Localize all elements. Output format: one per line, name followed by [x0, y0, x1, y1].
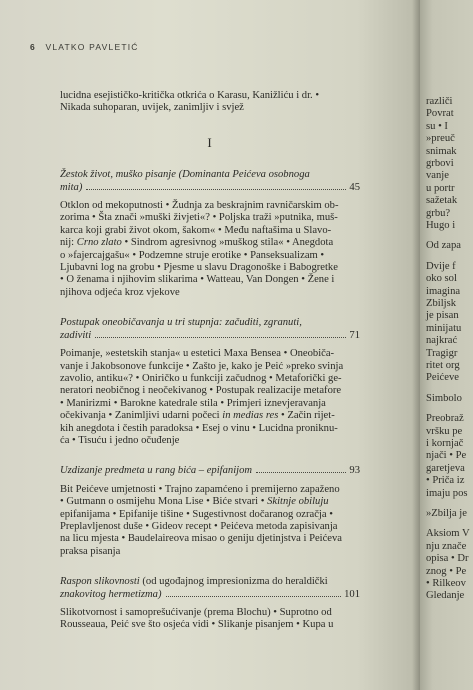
toc-content	[60, 90, 360, 646]
right-page-line: Tragigr	[426, 347, 458, 359]
body-line: Preplavljenost duše • Gideov recept • Peićeva metoda zapisivanja	[60, 520, 338, 532]
right-page-line: garetjeva	[426, 462, 465, 474]
entry-body	[60, 200, 360, 299]
section-numeral: I	[207, 134, 213, 150]
right-page-line: grbovi	[426, 158, 454, 169]
entry-title-line: Žestok život, muško pisanje (Dominanta Peićeva osobnoga	[60, 169, 310, 181]
body-line: vanje i Jakobsonove funkcije • Zašto je, kako je Peić »preko svinja	[60, 360, 344, 372]
right-page-line: »Zbilja je	[426, 508, 467, 519]
leader-dots	[95, 336, 346, 338]
right-page-line: Hugo i	[426, 220, 456, 231]
entry-title-line: Raspon slikovnosti (od ugođajnog impresionizma do heraldički	[60, 576, 328, 588]
right-page-line: Gledanje	[426, 590, 465, 602]
entry-title	[60, 572, 360, 601]
body-line: Rousseaua, Peić sve što osjeća vidi • Slikanje pisanjem • Kupa u	[60, 619, 334, 631]
right-page-line: Preobraž	[426, 413, 464, 425]
right-page-line: Zbiljsk	[426, 298, 457, 309]
body-line: zavolio, antiku«? • Oniričko u funkciji začudnog • Metaforički ge-	[60, 372, 342, 384]
body-line: njihova odjeća kroz vjekove	[60, 286, 180, 298]
body-line: o »fajercajgašu« • Podzemne struje erotike • Panseksualizam •	[60, 249, 325, 261]
toc-entry	[60, 572, 360, 632]
right-page-line: Aksiom V	[426, 528, 470, 540]
page-number: 6	[30, 42, 36, 52]
right-page-line: imagina	[426, 285, 461, 297]
body-line: Ljubavni log na grobu • Pjesme u slavu Dragonoške i Babogretke	[60, 262, 338, 274]
intro-line: Nikada suhoparan, uvijek, zanimljiv i svjež	[60, 102, 244, 114]
body-line: epifanijama • Epifanije tišine • Sugestivnost dočaranog ozračja •	[60, 508, 333, 520]
body-line: očekivanja • Zanimljivi udarni počeci in medias res • Začin rijet-	[60, 410, 335, 422]
toc-entry	[60, 461, 360, 558]
right-page-line: najkrać	[426, 335, 458, 347]
body-line: zorima • Šta znači »muški živjeti«? • Poljska traži »putnika, muš-	[60, 212, 338, 224]
entry-title-line: Postupak oneobičavanja u tri stupnja: začuditi, zgranuti,	[60, 317, 302, 329]
right-page-line: i kornjač	[426, 438, 464, 449]
entry-title	[60, 313, 360, 342]
toc-entry	[60, 165, 360, 299]
body-line: karca koji grabi život okom, šakom« • Među naftašima u Slavo-	[60, 224, 332, 236]
entry-body	[60, 348, 360, 447]
body-line: neratori neobičnog i neočekivanog • Postupak realizacije metafore	[60, 385, 342, 397]
right-page-line: vanje	[426, 170, 449, 182]
right-page-line: Simbolo	[426, 392, 462, 404]
right-page-line: nju znače	[426, 540, 467, 552]
right-page-line: njači • Pe	[426, 450, 467, 462]
entry-page: 93	[349, 465, 360, 477]
body-line: • Gutmann o osmijehu Mona Lise • Biće stvari • Skitnje obiluju	[60, 496, 329, 508]
right-page-line: ritet org	[426, 360, 460, 371]
entry-title-line: znakovitog hermetizma)	[60, 588, 162, 600]
toc-entry	[60, 313, 360, 447]
right-page-line: • Rilkeov	[426, 578, 466, 589]
author-name: VLATKO PAVLETIĆ	[45, 42, 139, 52]
right-page-line: vršku pe	[426, 425, 463, 437]
entry-title-line: zadiviti	[60, 329, 92, 341]
leader-dots	[256, 471, 346, 473]
entry-page: 101	[344, 588, 360, 600]
intro-paragraph	[60, 90, 360, 115]
body-line: • O ženama i njihovim slikarima • Watteau, Van Dongen • Žene i	[60, 274, 335, 286]
right-page-line: je pisan	[426, 310, 459, 322]
body-line: praksa pisanja	[60, 545, 121, 557]
right-page-line: imaju pos	[426, 487, 468, 499]
entry-title-line: mita)	[60, 181, 83, 193]
body-line: Otklon od mekoputnosti • Žudnja za beskrajnim ravničarskim ob-	[60, 200, 339, 212]
entry-title	[60, 461, 360, 477]
right-page-line: oko sol	[426, 273, 457, 285]
entry-page: 71	[349, 329, 360, 341]
right-page	[420, 0, 473, 690]
entry-title-line: Uzdizanje predmeta u rang bića – epifanijom	[60, 465, 253, 477]
right-page-line: »preuč	[426, 133, 455, 145]
right-page-line: Peićeve	[426, 372, 459, 384]
entry-page: 45	[349, 181, 360, 193]
body-line: kih anegdota i čestih paradoksa • Esej o vinu • Lucidna proniknu-	[60, 422, 338, 434]
body-line: • Manirizmi • Barokne katedrale stila • Primjeri iznevjeravanja	[60, 397, 326, 409]
intro-line: lucidna esejističko-kritička otkrića o Karasu, Kanižliću i dr. •	[60, 90, 320, 101]
right-page-line: grbu?	[426, 207, 451, 219]
running-header	[30, 42, 139, 52]
leader-dots	[166, 595, 342, 597]
right-page-line: različi	[426, 96, 453, 107]
entry-body	[60, 484, 360, 558]
body-line: Poimanje, »estetskih stanja« u estetici Maxa Bensea • Oneobiča-	[60, 348, 335, 360]
body-line: Bit Peićeve umjetnosti • Trajno zapamćeno i premijerno zapaženo	[60, 483, 340, 495]
body-line: na licu mjesta • Baudelaireova misao o geniju djetinjstva i Peićeva	[60, 533, 343, 545]
right-page-line: minijatu	[426, 322, 462, 334]
right-page-line: Od zapa	[426, 240, 461, 252]
body-line: ća • Tisuću i jedno očuđenje	[60, 434, 180, 446]
right-page-line: • Priča iz	[426, 475, 465, 487]
right-page-line: u portr	[426, 182, 455, 194]
right-page-line: su • I	[426, 120, 448, 132]
right-page-line: opisa • Dr	[426, 553, 469, 565]
right-page-line: snimak	[426, 145, 457, 157]
right-page-line: znog • Pe	[426, 565, 467, 577]
body-line: nij: Crno zlato • Sindrom agresivnog »muškog stila« • Anegdota	[60, 237, 334, 249]
right-page-line: Povrat	[426, 108, 454, 120]
right-page-line: Dvije f	[426, 260, 456, 272]
right-page-line: sažetak	[426, 195, 458, 207]
entry-title	[60, 165, 360, 194]
entry-body	[60, 607, 360, 632]
leader-dots	[86, 188, 346, 190]
body-line: Slikotvornost i samoprešućivanje (prema Blochu) • Suprotno od	[60, 607, 332, 618]
